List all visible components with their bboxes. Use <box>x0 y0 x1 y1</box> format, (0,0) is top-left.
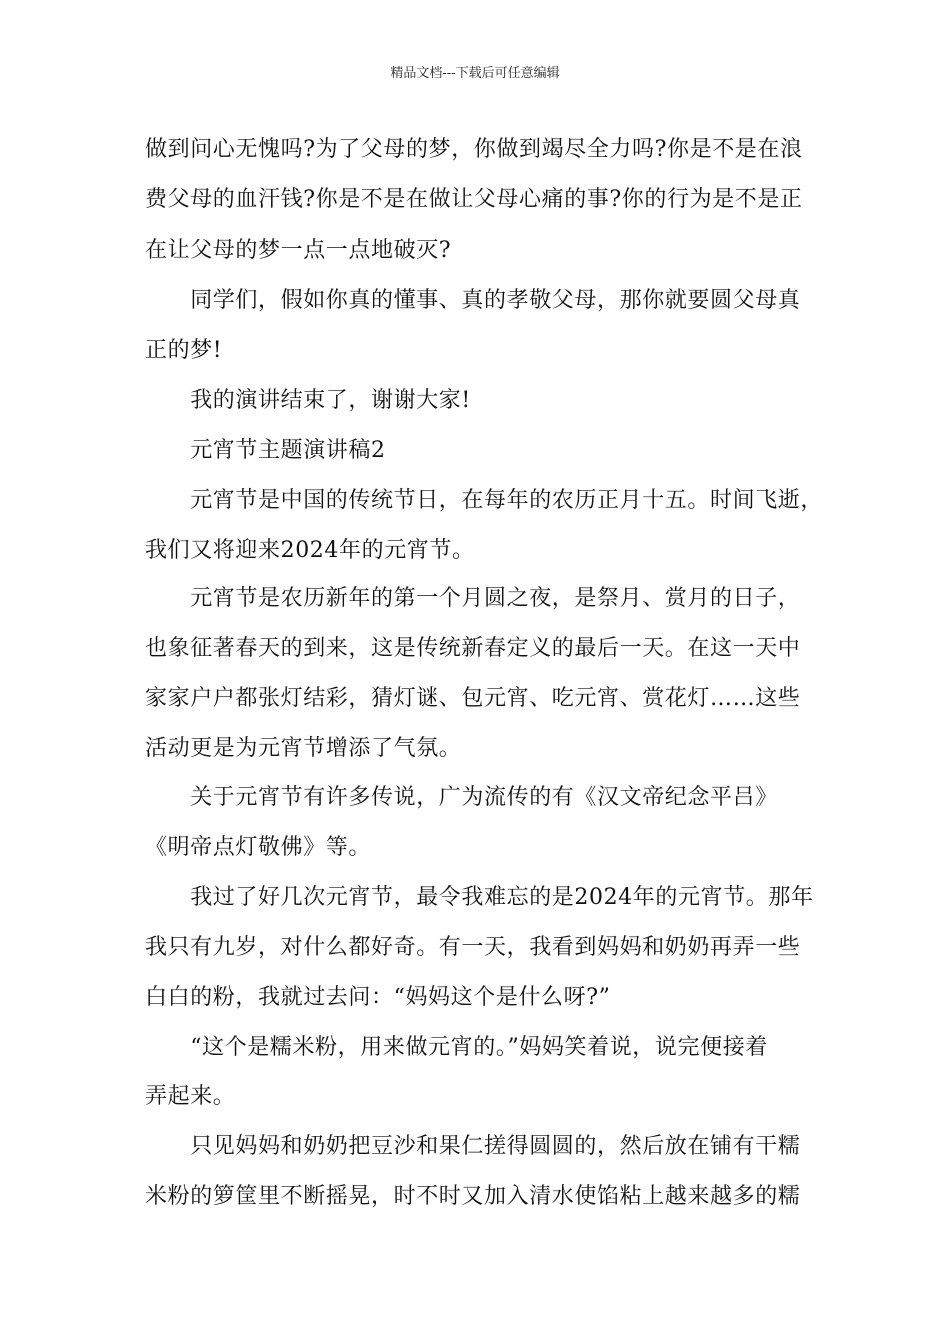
body-line: 活动更是为元宵节增添了气氛。 <box>145 736 462 761</box>
body-line: 我只有九岁，对什么都好奇。有一天，我看到妈妈和奶奶再弄一些 <box>145 935 801 960</box>
body-line: 费父母的血汗钱?你是不是在做让父母心痛的事?你的行为是不是正 <box>145 187 803 212</box>
body-line: 元宵节是中国的传统节日，在每年的农历正月十五。时间飞逝， <box>145 488 824 513</box>
body-line: 也象征著春天的到来，这是传统新春定义的最后一天。在这一天中 <box>145 636 801 661</box>
body-line: 家家户户都张灯结彩，猜灯谜、包元宵、吃元宵、赏花灯……这些 <box>145 686 801 711</box>
section-title: 元宵节主题演讲稿2 <box>145 438 386 463</box>
body-line: 我的演讲结束了，谢谢大家! <box>145 388 471 413</box>
body-line: 我们又将迎来2024年的元宵节。 <box>145 538 475 563</box>
body-line: 只见妈妈和奶奶把豆沙和果仁搓得圆圆的，然后放在铺有干糯 <box>145 1134 801 1159</box>
body-line: 我过了好几次元宵节，最令我难忘的是2024年的元宵节。那年 <box>145 885 814 910</box>
body-line: “这个是糯米粉，用来做元宵的。”妈妈笑着说，说完便接着 <box>145 1035 768 1060</box>
body-line: 正的梦! <box>145 338 223 363</box>
body-line: 在让父母的梦一点一点地破灭? <box>145 238 452 263</box>
body-line: 元宵节是农历新年的第一个月圆之夜，是祭月、赏月的日子， <box>145 586 801 611</box>
body-line: 米粉的箩筐里不断摇晃，时不时又加入清水使馅粘上越来越多的糯 <box>145 1184 801 1209</box>
body-line: 做到问心无愧吗?为了父母的梦，你做到竭尽全力吗?你是不是在浪 <box>145 137 803 162</box>
body-line: 《明帝点灯敬佛》等。 <box>145 835 372 860</box>
body-line: 白白的粉，我就过去问：“妈妈这个是什么呀?” <box>145 985 611 1010</box>
page-header: 精品文档---下载后可任意编辑 <box>390 66 560 81</box>
body-line: 同学们，假如你真的懂事、真的孝敬父母，那你就要圆父母真 <box>145 288 801 313</box>
body-line: 关于元宵节有许多传说，广为流传的有《汉文帝纪念平吕》 <box>145 785 778 810</box>
body-line: 弄起来。 <box>145 1084 236 1109</box>
